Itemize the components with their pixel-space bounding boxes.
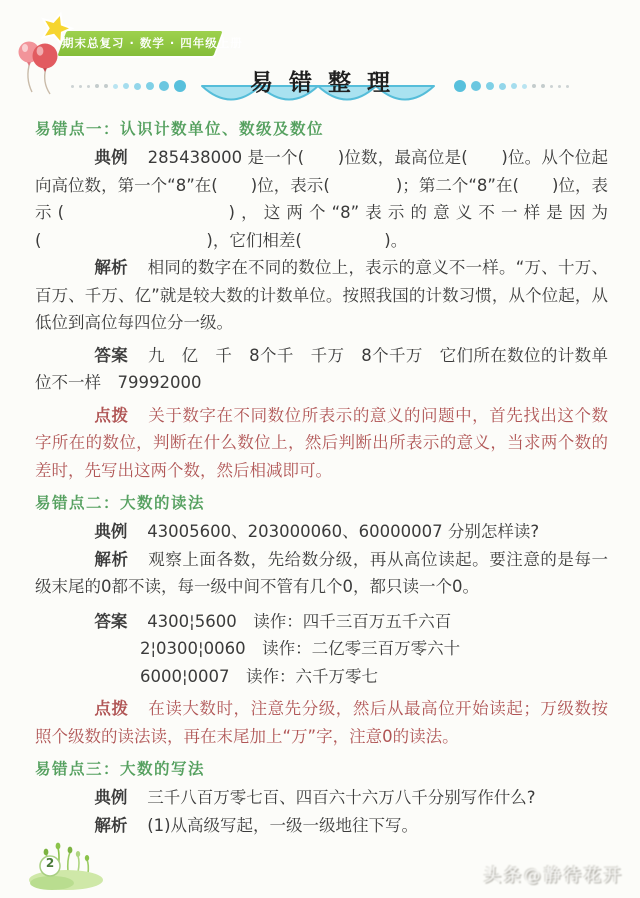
- tip-label: 点拨: [94, 405, 129, 425]
- tip-label: 点拨: [94, 699, 129, 718]
- content: [35, 110, 608, 839]
- section-heading: 易错点一：认识计数单位、数级及数位: [35, 120, 325, 138]
- analysis-text: (1)从高级写起，一级一级地往下写。: [147, 815, 419, 835]
- example-block: [35, 144, 608, 254]
- answer-line: 6000¦0007 读作：六千万零七: [140, 666, 379, 686]
- tip-block: [35, 695, 608, 750]
- title-band: [0, 62, 640, 110]
- analysis-label: 解析: [94, 549, 129, 569]
- analysis-text: 相同的数字在不同的数位上，表示的意义不一样。“万、十万、百万、千万、亿”就是较大数的计数单位。按照我国的计数习惯，从个位起，从低位到高位每四位分一级。: [35, 258, 608, 332]
- section-error-point-3: [35, 754, 608, 839]
- page-title: 易错整理: [250, 70, 406, 96]
- answer-label: 答案: [94, 345, 129, 365]
- example-label: 典例: [94, 788, 128, 807]
- dots-left-decoration: [71, 80, 186, 92]
- example-label: 典例: [94, 148, 128, 167]
- header-banner-text: 期末总复习 · 数学 · 四年级上册: [62, 36, 243, 50]
- analysis-label: 解析: [94, 258, 128, 277]
- analysis-text: 观察上面各数，先给数分级，再从高位读起。要注意的是每一级末尾的0都不读，每一级中间不管有几个0，都只读一个0。: [35, 549, 608, 596]
- example-text: 285438000 是一个( )位数，最高位是( )位。从个位起向高位数，第一个“8”在( )位，表示( )；第二个“8”在( )位，表示( )，这两个“8”表示的意义不一样是因为( )，它们相差( )。: [35, 148, 609, 250]
- analysis-label: 解析: [94, 815, 128, 835]
- answer-block: [35, 608, 608, 636]
- example-text: 三千八百万零七百、四百六十六万八千分别写作什么?: [147, 788, 536, 807]
- answer-label: 答案: [94, 611, 128, 631]
- dots-right-decoration: [454, 80, 569, 92]
- analysis-block: [35, 812, 608, 840]
- grass-decoration-icon: [24, 836, 108, 894]
- section-heading: 易错点二：大数的读法: [35, 494, 206, 512]
- page-number: 2: [45, 856, 55, 870]
- header-banner: [57, 31, 243, 56]
- analysis-block: [35, 546, 608, 601]
- section-heading: 易错点三：大数的写法: [35, 760, 206, 778]
- example-text: 43005600、203000060、60000007 分别怎样读?: [147, 522, 540, 541]
- section-error-point-2: [35, 488, 608, 750]
- section-error-point-1: [35, 114, 608, 484]
- title-wrap: [194, 62, 446, 110]
- answer-block: [35, 342, 608, 397]
- tip-text: 在读大数时，注意先分级，然后从最高位开始读起；万级数按照个级数的读法读，再在末尾加上“万”字，注意0的读法。: [35, 699, 608, 746]
- analysis-block: [35, 254, 608, 337]
- watermark: 头条@静待花开: [484, 866, 624, 886]
- answer-line: 4300¦5600 读作：四千三百万五千六百: [147, 611, 452, 631]
- tip-text: 关于数字在不同数位所表示的意义的问题中，首先找出这个数字所在的数位，判断在什么数位上，然后判断出所表示的意义，当求两个数的差时，先写出这两个数，然后相减即可。: [35, 405, 608, 480]
- example-block: [35, 784, 608, 812]
- example-block: [35, 518, 608, 546]
- answer-line: 2¦0300¦0060 读作：二亿零三百万零六十: [140, 639, 461, 658]
- answer-text: 九 亿 千 8个千 千万 8个千万 它们所在数位的计数单位不一样 79992000: [35, 345, 608, 392]
- example-label: 典例: [94, 522, 128, 541]
- tip-block: [35, 402, 608, 485]
